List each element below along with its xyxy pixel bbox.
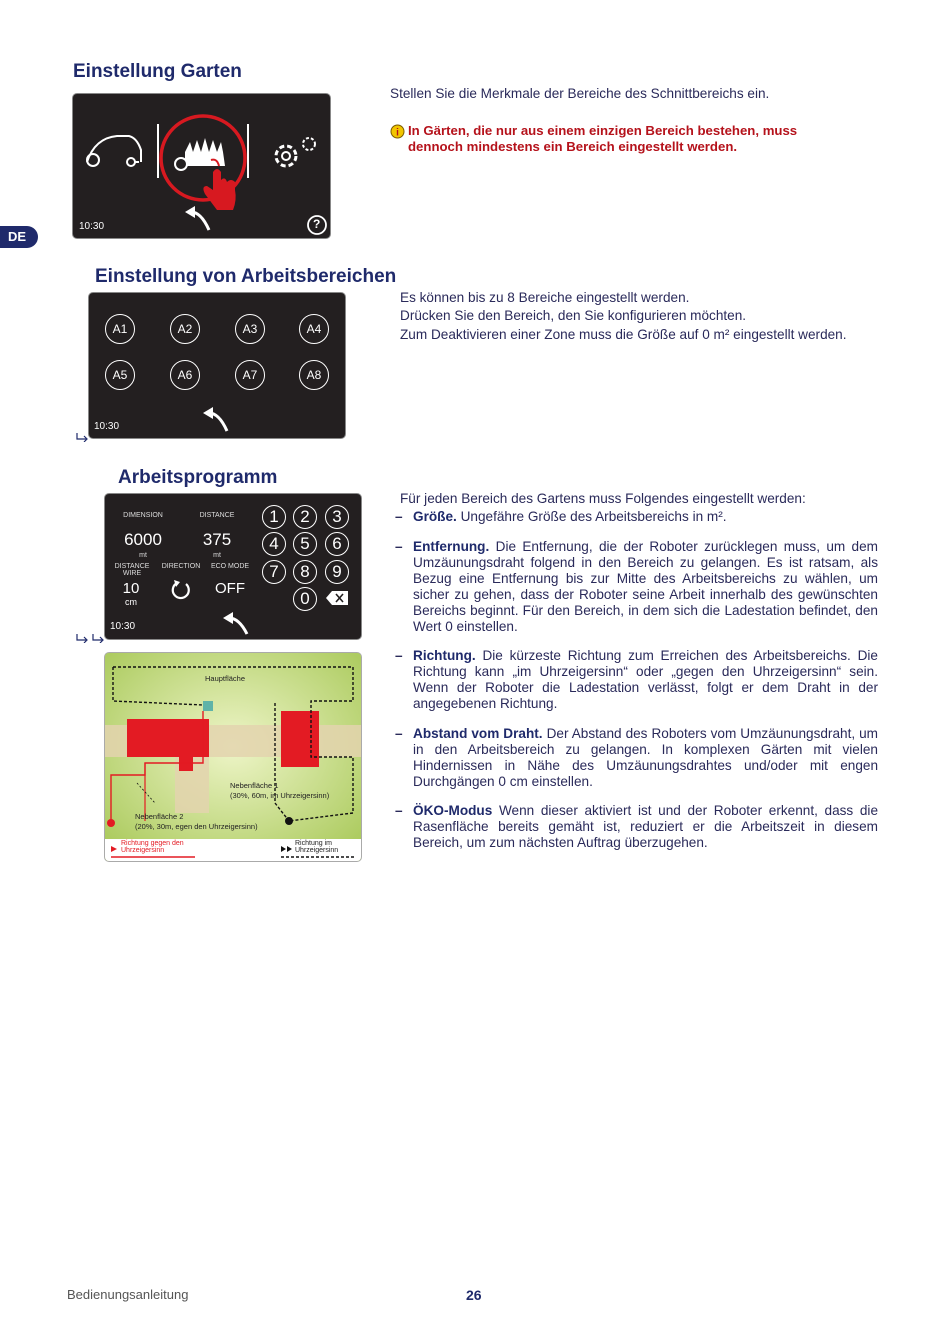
screen-time: 10:30 bbox=[79, 221, 105, 232]
dimension-value[interactable]: 6000 bbox=[124, 530, 162, 549]
key-6[interactable]: 6 bbox=[325, 532, 349, 556]
section-title-garden: Einstellung Garten bbox=[73, 61, 242, 82]
back-arrow-icon[interactable] bbox=[219, 610, 253, 638]
secondary-area-1-details: (30%, 60m, im Uhrzeigersinn) bbox=[230, 791, 330, 800]
garden-screen-graphics bbox=[73, 94, 330, 238]
key-1[interactable]: 1 bbox=[262, 505, 286, 529]
distance-unit: mt bbox=[213, 552, 221, 559]
secondary-area-2-label: Nebenfläche 2 bbox=[135, 812, 184, 821]
area-button-a1[interactable]: A1 bbox=[105, 314, 135, 344]
bullet-eco-mode: – ÖKO-Modus Wenn dieser aktiviert ist und der Roboter erkennt, dass die Rasenfläche bereits gemäht ist, reduziert er die Arbeitszeit in diesem Bereich, um zum nächsten Auftrag überzugehen. bbox=[395, 803, 879, 850]
dimension-unit: mt bbox=[139, 552, 147, 559]
robot-settings-icon[interactable] bbox=[87, 136, 141, 166]
areas-line-3: Zum Deaktivieren einer Zone muss die Größe auf 0 m² eingestellt werden. bbox=[400, 327, 847, 342]
distance-label: DISTANCE bbox=[199, 512, 235, 519]
house-2 bbox=[281, 711, 319, 767]
areas-line-2: Drücken Sie den Bereich, den Sie konfigurieren möchten. bbox=[400, 308, 747, 323]
secondary-area-2-details: (20%, 30m, egen den Uhrzeigersinn) bbox=[135, 822, 258, 831]
main-area-label: Hauptfläche bbox=[205, 674, 246, 683]
area-button-a3[interactable]: A3 bbox=[235, 314, 265, 344]
backspace-icon[interactable] bbox=[325, 590, 349, 606]
wire-value[interactable]: 10 bbox=[122, 580, 140, 597]
key-8[interactable]: 8 bbox=[293, 560, 317, 584]
key-0[interactable]: 0 bbox=[293, 587, 317, 611]
program-intro: Für jeden Bereich des Gartens muss Folgendes eingestellt werden: bbox=[400, 491, 806, 506]
garden-warning: In Gärten, die nur aus einem einzigen Bereich bestehen, muss dennoch mindestens ein Bereich eingestellt werden. bbox=[408, 123, 798, 154]
bullet-wire-distance: – Abstand vom Draht. Der Abstand des Roboters vom Umzäunungsdraht, um in den Arbeitsbereich zu gelangen. In komplexen Gärten mit vielen Hindernissen in Nähe des Umzäunungsdrahtes und/oder mit engen Durchgängen 0 cm einstellen. bbox=[395, 726, 878, 789]
rotate-direction-icon[interactable] bbox=[169, 578, 193, 602]
screen-time: 10:30 bbox=[94, 421, 120, 432]
section-title-areas: Einstellung von Arbeitsbereichen bbox=[95, 266, 397, 287]
svg-text:i: i bbox=[396, 127, 399, 139]
charging-station bbox=[203, 701, 213, 711]
gears-settings-icon[interactable] bbox=[276, 138, 315, 166]
footer-manual-label: Bedienungsanleitung bbox=[67, 1287, 189, 1302]
key-2[interactable]: 2 bbox=[293, 505, 317, 529]
bullet-size: – Größe. Ungefähre Größe des Arbeitsbereichs in m². bbox=[395, 509, 727, 524]
secondary-area-1-label: Nebenfläche 1 bbox=[230, 781, 279, 790]
key-4[interactable]: 4 bbox=[262, 532, 286, 556]
language-tab: DE bbox=[0, 226, 38, 248]
areas-line-1: Es können bis zu 8 Bereiche eingestellt werden. bbox=[400, 290, 690, 305]
bullet-direction: – Richtung. Die kürzeste Richtung zum Erreichen des Arbeitsbereichs. Die Richtung kann „im Uhrzeigersinn“ oder „gegen den Uhrzeigersinn“ sein. Wenn der Roboter die Ladestation verlässt, folgt er dem Draht in der angegebenen Richtung. bbox=[395, 648, 878, 711]
garden-settings-screen bbox=[72, 93, 331, 239]
wire-unit: cm bbox=[125, 597, 137, 607]
key-7[interactable]: 7 bbox=[262, 560, 286, 584]
flow-arrow-icon bbox=[75, 432, 89, 442]
back-arrow-icon[interactable] bbox=[199, 405, 235, 435]
wire-label: DISTANCE WIRE bbox=[114, 563, 150, 577]
key-5[interactable]: 5 bbox=[293, 532, 317, 556]
section-title-program: Arbeitsprogramm bbox=[118, 467, 278, 488]
legend-clockwise: Richtung im Uhrzeigersinn bbox=[295, 840, 339, 854]
flow-arrows-icon bbox=[75, 633, 105, 643]
distance-value[interactable]: 375 bbox=[202, 530, 232, 549]
screen-time: 10:30 bbox=[110, 621, 136, 632]
eco-label: ECO MODE bbox=[210, 563, 250, 570]
garden-map bbox=[104, 652, 362, 862]
dimension-label: DIMENSION bbox=[123, 512, 163, 519]
program-screen bbox=[104, 493, 362, 640]
area-button-a7[interactable]: A7 bbox=[235, 360, 265, 390]
warning-icon bbox=[390, 124, 405, 139]
area-button-a4[interactable]: A4 bbox=[299, 314, 329, 344]
help-symbol: ? bbox=[313, 217, 321, 231]
hand-pointer-icon bbox=[203, 160, 235, 210]
area-button-a6[interactable]: A6 bbox=[170, 360, 200, 390]
bullet-distance: – Entfernung. Die Entfernung, die der Roboter zurücklegen muss, um dem Umzäunungsdraht folgend in den Bereich zu gelangen. Es ist ratsam, als Bezug eine Entfernung bis zur Mitte des Arbeitsbereichs zu wählen, um sicher zu gehen, dass der Roboter seine Arbeit innerhalb des gewünschten Bereichs beginnt. Für den Bereich, in dem sich die Ladestation befindet, den Wert 0 einstellen. bbox=[395, 539, 878, 634]
area-button-a2[interactable]: A2 bbox=[170, 314, 200, 344]
area-button-a8[interactable]: A8 bbox=[299, 360, 329, 390]
key-3[interactable]: 3 bbox=[325, 505, 349, 529]
eco-value[interactable]: OFF bbox=[215, 580, 245, 597]
direction-label: DIRECTION bbox=[161, 563, 201, 570]
page-number: 26 bbox=[466, 1287, 482, 1303]
house-1 bbox=[127, 719, 209, 757]
legend-counterclockwise: Richtung gegen den Uhrzeigersinn bbox=[121, 840, 184, 854]
grass-settings-icon[interactable] bbox=[175, 138, 225, 170]
key-9[interactable]: 9 bbox=[325, 560, 349, 584]
areas-screen bbox=[88, 292, 346, 439]
garden-description: Stellen Sie die Merkmale der Bereiche des Schnittbereichs ein. bbox=[390, 86, 770, 101]
area-button-a5[interactable]: A5 bbox=[105, 360, 135, 390]
